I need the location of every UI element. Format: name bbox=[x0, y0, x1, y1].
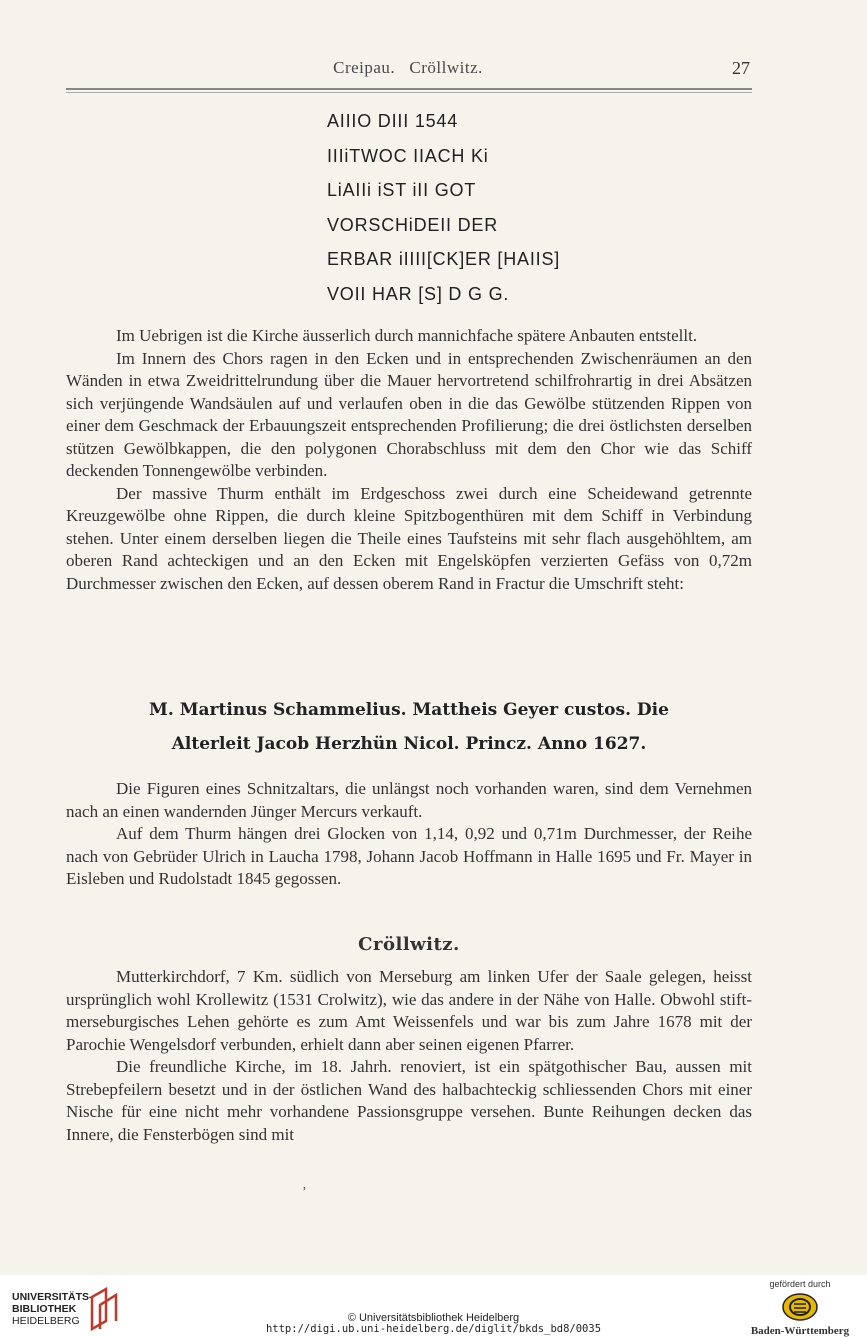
inscription-line: ERBAR iIIII[CK]ER [HAIIS] bbox=[327, 249, 561, 269]
logo-line: HEIDELBERG bbox=[12, 1315, 80, 1327]
copyright-text: © Universitätsbibliothek Heidelberg bbox=[347, 1312, 520, 1324]
sponsor-name: Baden-Württemberg bbox=[750, 1325, 850, 1337]
library-logo-text[interactable] bbox=[12, 1291, 93, 1327]
permalink[interactable]: http://digi.ub.uni-heidelberg.de/diglit/bkds_bd8/0035 bbox=[265, 1323, 602, 1335]
fractur-line: M. Martinus Schammelius. Mattheis Geyer custos. Die bbox=[149, 700, 669, 720]
inscription-line: LiAIIi iST iII GOT bbox=[327, 180, 477, 200]
paragraph: Im Innern des Chors ragen in den Ecken und in entsprechenden Zwischenräumen an den Wänden in etwa Zweidrittelrundung über die Mauer hervortretend schilfrohrartig in drei Absätzen sich verjüngende Wandsäulen auf und verlaufen oben in die das Gewölbe stützenden Rippen von einer dem Geschmack der Erbauungszeit entsprechenden Profilierung; die drei östlichsten derselben stützen Gewölbkappen, die den polygonen Chorabschluss mit dem den Chor wie das Schiff deckenden Tonnengewölbe verbinden. bbox=[66, 348, 752, 480]
inscription-line: VOII HAR [S] D G G. bbox=[327, 283, 510, 304]
footer-credits bbox=[200, 1313, 667, 1335]
page-mark: ’ bbox=[302, 1185, 307, 1200]
text-block-a bbox=[66, 325, 752, 595]
state-seal-icon bbox=[780, 1292, 820, 1322]
header-rule bbox=[66, 88, 752, 90]
paragraph: Auf dem Thurm hängen drei Glocken von 1,14, 0,92 und 0,71m Durchmesser, der Reihe nach von Gebrüder Ulrich in Laucha 1798, Johann Jacob Hoffmann in Halle 1695 und Fr. Mayer in Eisleben und Rudolstadt 1845 gegossen. bbox=[66, 824, 752, 888]
inscription-line: VORSCHiDEII DER bbox=[327, 214, 499, 235]
bell-inscription bbox=[327, 104, 560, 311]
library-logo-icon bbox=[86, 1285, 122, 1331]
paragraph: Der massive Thurm enthält im Erdgeschoss zwei durch eine Scheidewand getrennte Kreuzgewölbe ohne Rippen, die durch kleine Spitzbogenthüren mit dem Schiff in Verbindung stehen. Unter einem derselben liegen die Theile eines Taufsteins mit sehr flach ausgehöhltem, am oberen Rand achteckigen und an den Ecken mit Engelsköpfen verzierten Gefäss von 0,72m Durchmesser zwischen den Ecken, auf dessen oberem Rand in Fractur die Umschrift steht: bbox=[66, 483, 752, 593]
fractur-line: Alterleit Jacob Herzhün Nicol. Princz. Anno 1627. bbox=[171, 734, 647, 754]
paragraph: Die freundliche Kirche, im 18. Jahrh. renoviert, ist ein spätgothischer Bau, aussen mit Strebepfeilern besetzt und in der östlichen Wand des halbachteckig schliessenden Chors mit einer Nische für eine nicht mehr vorhandene Passionsgruppe versehen. Bunte Reihungen decken das Innere, die Fensterbögen sind mit bbox=[66, 1057, 752, 1144]
logo-line: BIBLIOTHEK bbox=[12, 1303, 77, 1315]
running-header bbox=[66, 58, 750, 80]
sponsor-label: gefördert durch bbox=[769, 1279, 831, 1289]
text-block-b bbox=[66, 778, 752, 891]
paragraph: Die Figuren eines Schnitzaltars, die unlängst noch vorhanden waren, sind dem Vernehmen nach an einen wandernden Jünger Mercurs verkauft. bbox=[66, 779, 752, 821]
text-block-c bbox=[66, 966, 752, 1146]
section-heading: Cröllwitz. bbox=[358, 934, 460, 955]
footer bbox=[0, 1275, 867, 1337]
fractur-inscription bbox=[66, 693, 752, 761]
header-title: Creipau. Cröllwitz. bbox=[333, 58, 483, 77]
header-rule-thin bbox=[66, 92, 752, 93]
paragraph: Mutterkirchdorf, 7 Km. südlich von Merseburg am linken Ufer der Saale gelegen, heisst ursprünglich wohl Krollewitz (1531 Crolwitz), wie das andere in der Nähe von Halle. Obwohl stift-merseburgisches Lehen gehörte es zum Amt Weissenfels und war bis zum Jahre 1678 mit der Parochie Wengelsdorf verbunden, erhielt dann aber seinen eigenen Pfarrer. bbox=[66, 967, 752, 1054]
logo-line: UNIVERSITÄTS- bbox=[12, 1291, 93, 1303]
sponsor-block bbox=[745, 1279, 855, 1337]
paragraph: Im Uebrigen ist die Kirche äusserlich durch mannichfache spätere Anbauten entstellt. bbox=[116, 326, 698, 345]
inscription-line: IIIiTWOC IIACH Ki bbox=[327, 145, 489, 166]
inscription-line: AIIIO DIII 1544 bbox=[327, 111, 459, 131]
page-number: 27 bbox=[732, 58, 750, 78]
